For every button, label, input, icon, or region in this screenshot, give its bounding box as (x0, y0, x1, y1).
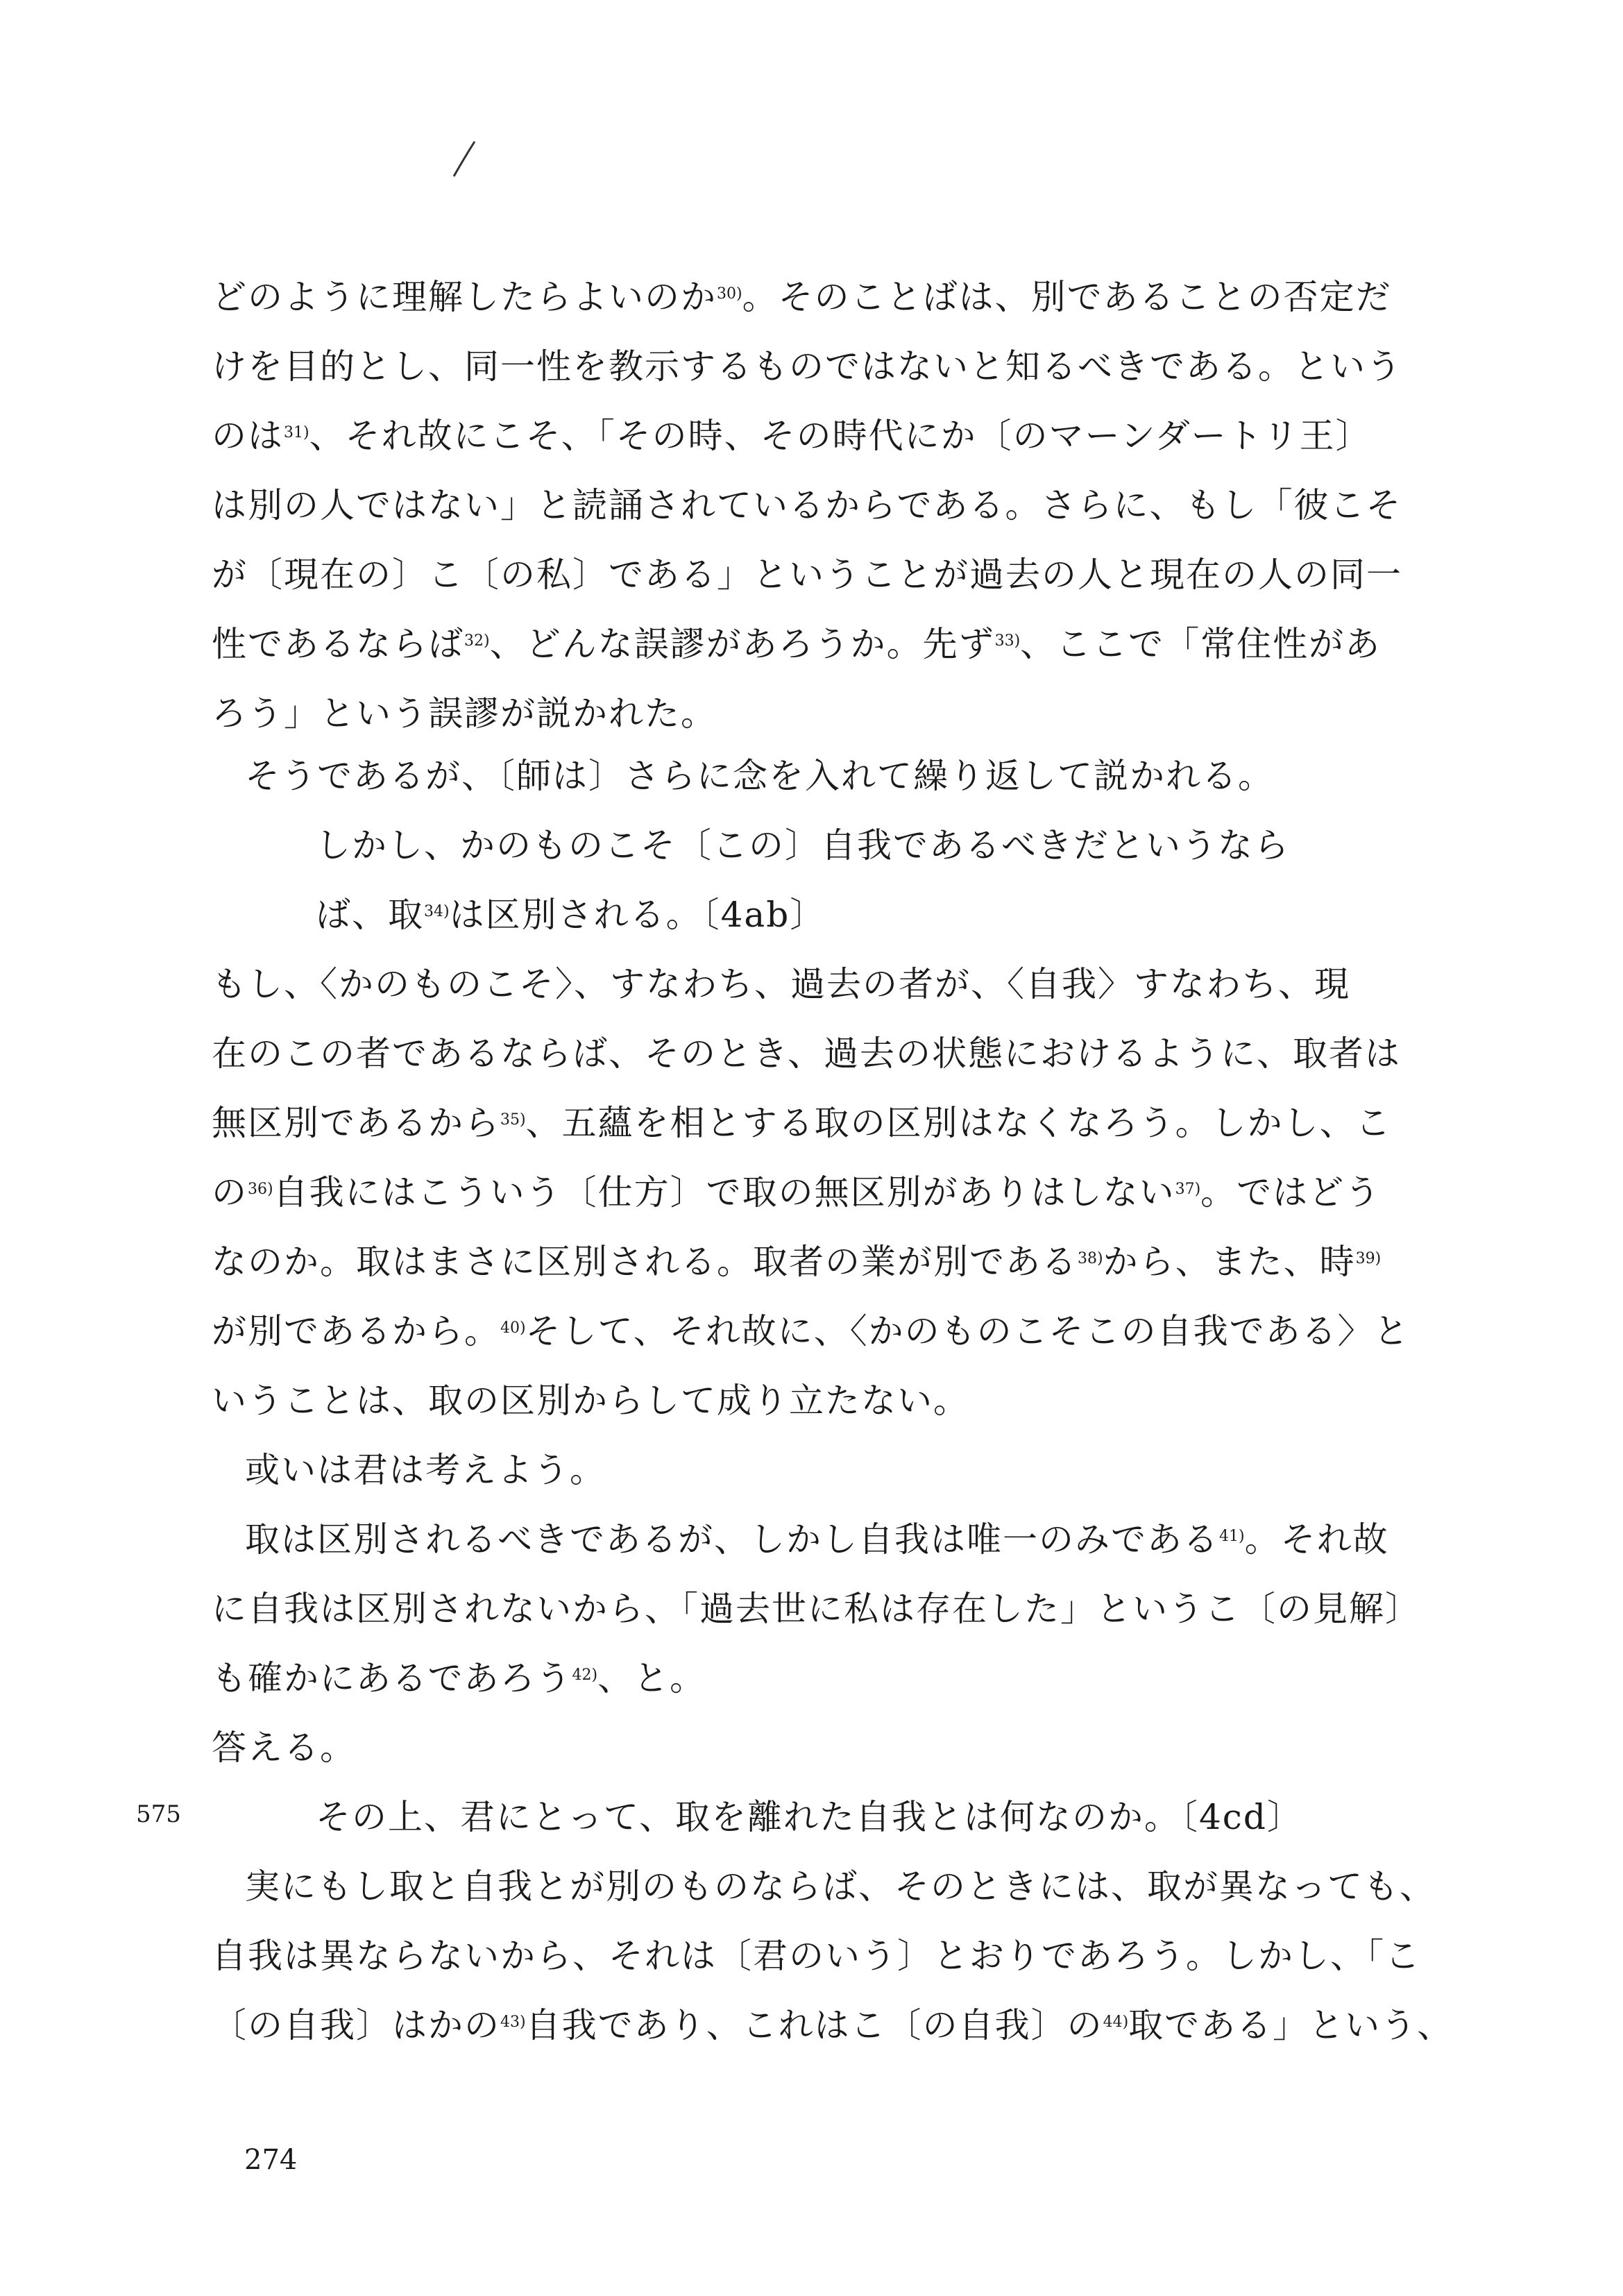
text-line (212, 1934, 1421, 1978)
text-line (245, 754, 1274, 798)
text-line (212, 483, 1402, 527)
text-run: 取である」という、 (1128, 2005, 1454, 2045)
footnote-ref: 39) (1355, 1250, 1382, 1267)
text-run: の (212, 1172, 248, 1213)
text-line (212, 552, 1402, 597)
footnote-ref: 38) (1078, 1250, 1103, 1267)
footnote-ref: 34) (424, 903, 450, 920)
text-run: から、また、時 (1103, 1242, 1356, 1282)
text-run: 或いは君は考えよう。 (245, 1450, 606, 1490)
verse-line (316, 1795, 1303, 1839)
text-line (212, 414, 1372, 458)
text-run: 取は区別されるべきであるが、しかし自我は唯一のみである (245, 1519, 1219, 1560)
text-line (212, 962, 1350, 1006)
text-run: いうことは、取の区別からして成り立たない。 (212, 1381, 969, 1421)
text-line (212, 1725, 356, 1770)
text-line (212, 1656, 706, 1700)
text-run: 答える。 (212, 1728, 356, 1768)
text-run: どのように理解したらよいのか (212, 277, 717, 317)
text-run: 。そのことばは、別であることの否定だ (742, 277, 1392, 317)
text-run: ろう」という誤謬が説かれた。 (212, 693, 717, 734)
footnote-ref: 41) (1219, 1528, 1245, 1545)
text-line (212, 1170, 1381, 1215)
text-line (212, 344, 1402, 389)
pen-stroke-mark (451, 139, 479, 180)
text-run: 、それ故にこそ、「その時、その時代にか〔のマーンダートリ王〕 (309, 416, 1372, 456)
text-run: なのか。取はまさに区別される。取者の業が別である (212, 1242, 1078, 1282)
footnote-ref: 33) (994, 632, 1021, 650)
text-line (212, 2003, 1453, 2048)
footnote-ref: 35) (500, 1111, 526, 1129)
footnote-ref: 31) (284, 424, 309, 441)
footnote-ref: 44) (1103, 2014, 1129, 2031)
text-run: 〔の自我〕はかの (212, 2005, 500, 2045)
text-line (212, 1240, 1381, 1284)
text-run: そして、それ故に、〈かのものこそこの自我である〉と (525, 1311, 1410, 1351)
text-line (212, 1587, 1421, 1631)
footnote-ref: 37) (1175, 1181, 1201, 1198)
text-run: が別であるから。 (212, 1311, 500, 1351)
text-line (212, 622, 1381, 666)
text-line (245, 1864, 1436, 1909)
text-line (245, 1517, 1389, 1562)
text-line (212, 275, 1392, 319)
text-run: 無区別であるから (212, 1103, 500, 1143)
text-run: その上、君にとって、取を離れた自我とは何なのか。〔4cd〕 (316, 1797, 1303, 1837)
text-run: が〔現在の〕こ〔の私〕である」ということが過去の人と現在の人の同一 (212, 555, 1402, 595)
text-run: は区別される。〔4ab〕 (449, 895, 826, 935)
text-line (212, 691, 717, 736)
text-run: もし、〈かのものこそ〉、すなわち、過去の者が、〈自我〉すなわち、現 (212, 964, 1350, 1004)
text-run: のは (212, 416, 284, 456)
footnote-ref: 36) (248, 1181, 273, 1198)
text-run: も確かにあるであろう (212, 1658, 572, 1698)
text-run: 実にもし取と自我とが別のものならば、そのときには、取が異なっても、 (245, 1866, 1436, 1907)
text-run: 、と。 (597, 1658, 706, 1698)
text-run: ば、取 (316, 895, 424, 935)
text-run: 自我は異ならないから、それは〔君のいう〕とおりであろう。しかし、「こ (212, 1936, 1421, 1976)
text-run: しかし、かのものこそ〔この〕自我であるべきだというなら (316, 825, 1290, 866)
text-line (212, 1101, 1392, 1145)
text-run: 在のこの者であるならば、そのとき、過去の状態におけるように、取者は (212, 1033, 1401, 1074)
page-number: 274 (244, 2144, 298, 2176)
text-line (212, 1378, 969, 1423)
text-run: けを目的とし、同一性を教示するものではないと知るべきである。という (212, 346, 1402, 387)
text-run: 自我にはこういう〔仕方〕で取の無区別がありはしない (273, 1172, 1175, 1213)
text-run: 。それ故 (1244, 1519, 1389, 1560)
footnote-ref: 42) (572, 1666, 598, 1684)
footnote-ref: 32) (464, 632, 490, 650)
text-run: は別の人ではない」と読誦されているからである。さらに、もし「彼こそ (212, 485, 1402, 525)
footnote-ref: 30) (717, 285, 742, 303)
text-line (245, 1448, 606, 1492)
text-run: 、どんな誤謬があろうか。先ず (489, 624, 995, 664)
text-run: 性であるならば (212, 624, 464, 664)
text-run: 自我であり、これはこ〔の自我〕の (525, 2005, 1103, 2045)
text-run: 、ここで「常住性があ (1020, 624, 1382, 664)
verse-line (316, 823, 1290, 868)
text-run: そうであるが、〔師は〕さらに念を入れて繰り返して説かれる。 (245, 756, 1274, 796)
text-run: に自我は区別されないから、「過去世に私は存在した」というこ〔の見解〕 (212, 1589, 1421, 1629)
text-line (212, 1031, 1401, 1076)
line-number-marker: 575 (136, 1800, 181, 1828)
verse-line (316, 893, 826, 937)
text-run: 。ではどう (1200, 1172, 1382, 1213)
text-run: 、五蘊を相とする取の区別はなくなろう。しかし、こ (525, 1103, 1392, 1143)
footnote-ref: 40) (500, 1319, 526, 1337)
text-line (212, 1309, 1410, 1353)
footnote-ref: 43) (500, 2014, 526, 2031)
